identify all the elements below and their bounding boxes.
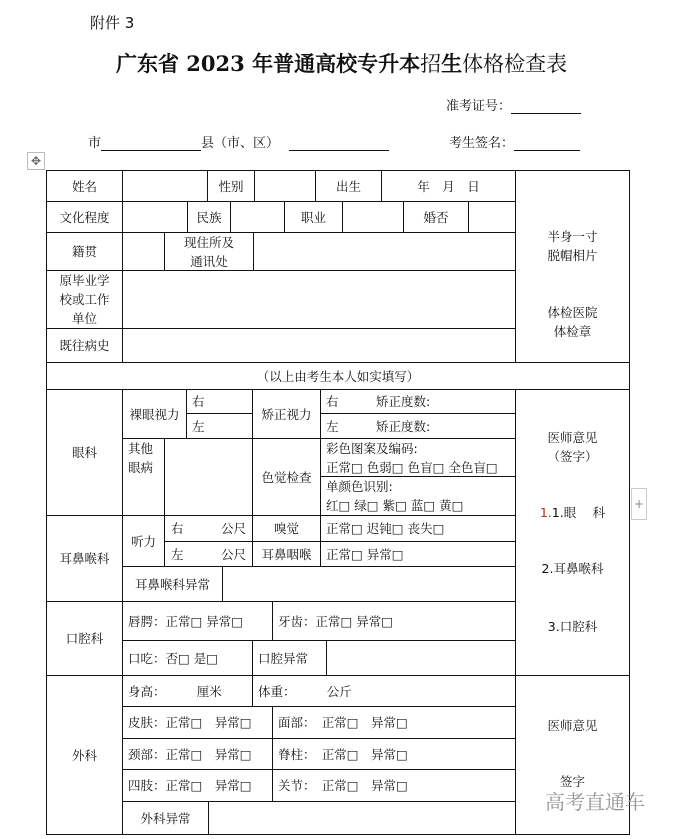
teeth-options[interactable]: 牙齿：正常□ 异常□ xyxy=(272,601,516,641)
school-label-line: 单位 xyxy=(71,311,97,326)
exam-number-label: 准考证号： xyxy=(446,99,512,114)
stamp-line: 体检章 xyxy=(553,324,592,339)
surgery-abnormal-field[interactable] xyxy=(208,801,516,835)
city-field[interactable] xyxy=(101,136,201,151)
county-label: 县（市、区） xyxy=(201,136,280,151)
title-part: 招 xyxy=(420,52,442,76)
hearing-label: 听力 xyxy=(122,515,165,567)
doctor-eye-label: 1.眼 科 xyxy=(551,505,606,520)
other-eye-field[interactable] xyxy=(164,438,253,516)
doctor-eye-sign[interactable]: 1.1.眼 科 xyxy=(539,505,606,520)
title-part: 生 xyxy=(441,51,463,76)
address-label-line: 现住所及 xyxy=(183,234,234,250)
surgery-section-label: 外科 xyxy=(46,675,123,835)
height-field[interactable]: 身高： 厘米 xyxy=(122,675,253,707)
occupation-label: 职业 xyxy=(284,201,343,233)
corrected-vision-label: 矫正视力 xyxy=(252,389,321,439)
married-label: 婚否 xyxy=(403,201,469,233)
joints-options[interactable]: 关节： 正常□ 异常□ xyxy=(272,769,516,802)
signature-label: 考生签名： xyxy=(449,136,515,151)
photo-line: 脱帽相片 xyxy=(547,248,598,263)
smell-options[interactable]: 正常□ 迟钝□ 丧失□ xyxy=(320,515,516,542)
watermark: 高考直通车 xyxy=(545,790,645,814)
photo-label xyxy=(516,227,629,265)
photo-line: 半身一寸 xyxy=(547,229,598,244)
medical-history-field[interactable] xyxy=(122,328,516,363)
school-field[interactable] xyxy=(122,270,516,329)
color-vision-label: 色觉检查 xyxy=(252,438,321,516)
limbs-options[interactable]: 四肢：正常□ 异常□ xyxy=(122,769,273,802)
eye-section-label: 眼科 xyxy=(46,389,123,516)
name-label: 姓名 xyxy=(46,170,123,202)
birth-label: 出生 xyxy=(315,170,382,202)
opinion-line: （签字） xyxy=(547,449,598,464)
color-pattern-options[interactable]: 正常□ 色弱□ 色盲□ 全色盲□ xyxy=(326,460,498,475)
corrected-right-field[interactable]: 右 矫正度数: xyxy=(320,389,516,414)
smell-label: 嗅觉 xyxy=(252,515,321,542)
medical-history-label: 既往病史 xyxy=(46,328,123,363)
native-place-field[interactable] xyxy=(122,232,165,271)
stutter-options[interactable]: 口吃：否□ 是□ xyxy=(122,640,253,676)
table-move-handle-icon[interactable]: ✥ xyxy=(27,152,45,170)
naked-vision-label: 裸眼视力 xyxy=(122,389,187,439)
exam-number-row xyxy=(446,95,581,114)
occupation-field[interactable] xyxy=(342,201,404,233)
naked-vision-right[interactable]: 右 xyxy=(186,389,253,414)
address-label xyxy=(164,232,254,271)
spine-options[interactable]: 脊柱： 正常□ 异常□ xyxy=(272,738,516,770)
ent-abnormal-field[interactable] xyxy=(222,566,516,602)
stamp-line: 体检医院 xyxy=(547,305,598,320)
neck-options[interactable]: 颈部：正常□ 异常□ xyxy=(122,738,273,770)
weight-field[interactable]: 体重： 公斤 xyxy=(252,675,516,707)
add-column-icon[interactable]: + xyxy=(631,488,647,520)
location-row xyxy=(88,132,389,151)
oral-abnormal-field[interactable] xyxy=(326,640,516,676)
hearing-right-field[interactable]: 右 公尺 xyxy=(164,515,253,542)
city-label: 市 xyxy=(88,136,102,151)
ent-abnormal-label: 耳鼻喉科异常 xyxy=(122,566,223,602)
skin-options[interactable]: 皮肤：正常□ 异常□ xyxy=(122,706,273,739)
gender-field[interactable] xyxy=(254,170,316,202)
lip-options[interactable]: 唇腭：正常□ 异常□ xyxy=(122,601,273,641)
surgery-sign-label: 签字 xyxy=(559,774,585,789)
self-fill-note: （以上由考生本人如实填写） xyxy=(46,362,630,390)
color-pattern-label: 彩色图案及编码: xyxy=(326,441,418,456)
throat-label: 耳鼻咽喉 xyxy=(252,541,321,567)
ent-section-label: 耳鼻喉科 xyxy=(46,515,123,602)
doctor-ent-sign[interactable]: 2.耳鼻喉科 xyxy=(541,561,604,576)
doctor-opinion-area xyxy=(515,389,630,676)
school-label-line: 原毕业学 xyxy=(59,273,110,288)
oral-section-label: 口腔科 xyxy=(46,601,123,676)
doctor-oral-sign[interactable]: 3.口腔科 xyxy=(547,619,598,634)
signature-field[interactable] xyxy=(514,136,580,151)
surgery-opinion-label: 医师意见 xyxy=(547,718,598,733)
photo-stamp-area xyxy=(515,170,630,363)
throat-options[interactable]: 正常□ 异常□ xyxy=(320,541,516,567)
address-field[interactable] xyxy=(253,232,516,271)
ethnicity-label: 民族 xyxy=(187,201,231,233)
title-rest: 体格检查表 xyxy=(462,52,568,76)
corrected-left-field[interactable]: 左 矫正度数: xyxy=(320,413,516,439)
mono-color-label: 单颜色识别: xyxy=(326,479,393,494)
attachment-label: 附件 3 xyxy=(90,14,135,32)
page-title xyxy=(116,48,567,78)
county-field[interactable] xyxy=(289,136,389,151)
title-bold: 广东省 2023 年普通高校专升本 xyxy=(116,51,421,76)
other-eye-label xyxy=(122,438,165,516)
hearing-left-field[interactable]: 左 公尺 xyxy=(164,541,253,567)
other-eye-line: 其他 xyxy=(128,441,154,456)
education-field[interactable] xyxy=(122,201,188,233)
native-place-label: 籍贯 xyxy=(46,232,123,271)
doctor-opinion-label xyxy=(516,428,629,466)
face-options[interactable]: 面部： 正常□ 异常□ xyxy=(272,706,516,739)
other-eye-line: 眼病 xyxy=(128,460,154,475)
married-field[interactable] xyxy=(468,201,516,233)
name-field[interactable] xyxy=(122,170,208,202)
color-pattern-cell xyxy=(320,438,516,477)
birth-date-field[interactable]: 年 月 日 xyxy=(381,170,516,202)
surgery-abnormal-label: 外科异常 xyxy=(122,801,209,835)
signature-row xyxy=(449,132,580,151)
school-label xyxy=(46,270,123,329)
stamp-label xyxy=(516,303,629,341)
gender-label: 性别 xyxy=(207,170,255,202)
ethnicity-field[interactable] xyxy=(230,201,285,233)
oral-abnormal-label: 口腔异常 xyxy=(252,640,327,676)
exam-number-field[interactable] xyxy=(511,99,581,114)
address-label-line: 通讯处 xyxy=(190,253,228,269)
opinion-line: 医师意见 xyxy=(547,430,598,445)
mono-color-options[interactable]: 红□ 绿□ 紫□ 蓝□ 黄□ xyxy=(326,498,464,513)
school-label-line: 校或工作 xyxy=(59,292,110,307)
mono-color-cell xyxy=(320,476,516,516)
education-label: 文化程度 xyxy=(46,201,123,233)
naked-vision-left[interactable]: 左 xyxy=(186,413,253,439)
